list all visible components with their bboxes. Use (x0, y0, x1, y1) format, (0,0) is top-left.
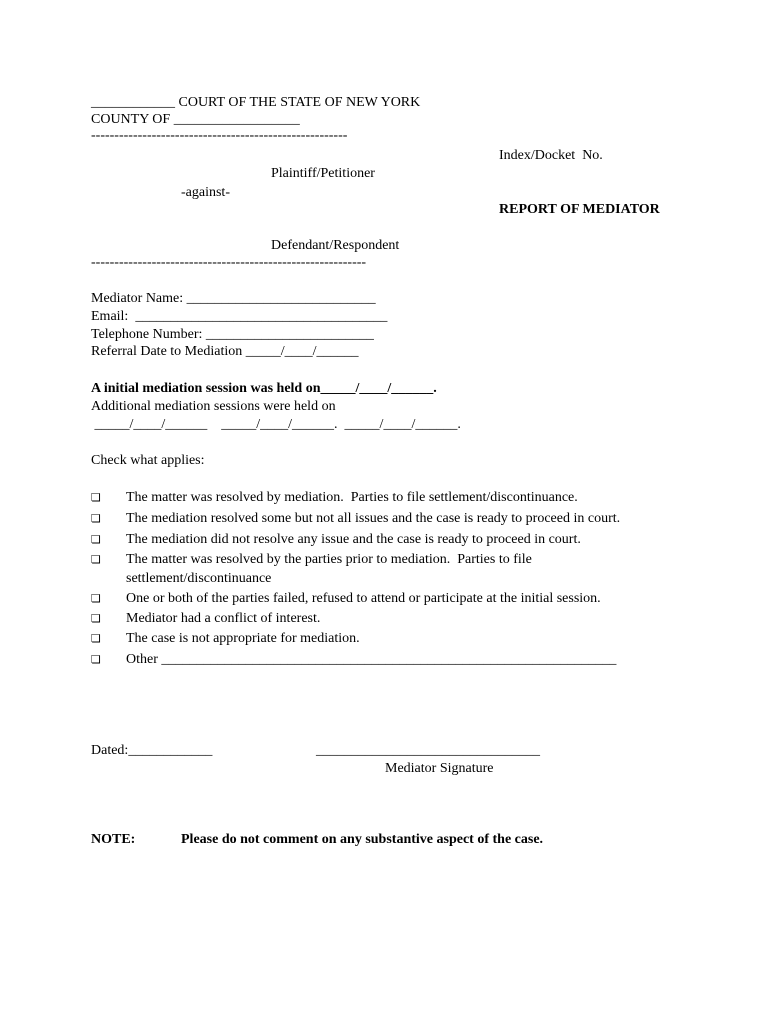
caption-bottom-dashes: ----------------------------------------------------------- (91, 255, 367, 270)
dated-field[interactable]: Dated:____________ (91, 743, 213, 758)
initial-session-field[interactable]: A initial mediation session was held on_____/____/______. (91, 381, 437, 396)
option-resolved-prior-continued: settlement/discontinuance (126, 571, 272, 586)
email-field[interactable]: Email: ____________________________________ (91, 309, 388, 324)
county-line: COUNTY OF __________________ (91, 112, 300, 127)
option-not-appropriate: The case is not appropriate for mediation. (126, 631, 360, 646)
checkbox-resolved[interactable]: ❏ (91, 491, 101, 504)
option-conflict: Mediator had a conflict of interest. (126, 611, 321, 626)
option-resolved-prior: The matter was resolved by the parties prior to mediation. Parties to file (126, 552, 532, 567)
against-label: -against- (181, 185, 230, 200)
additional-sessions-dates[interactable]: _____/____/______ _____/____/______. _____/____/______. (91, 417, 461, 432)
additional-sessions-label: Additional mediation sessions were held on (91, 399, 336, 414)
plaintiff-label: Plaintiff/Petitioner (271, 166, 375, 181)
option-other[interactable]: Other _________________________________________________________________ (126, 652, 617, 667)
checkbox-not-resolved[interactable]: ❏ (91, 533, 101, 546)
note-text: Please do not comment on any substantive aspect of the case. (181, 832, 544, 847)
option-not-resolved: The mediation did not resolve any issue and the case is ready to proceed in court. (126, 532, 581, 547)
court-line: ____________ COURT OF THE STATE OF NEW YORK (91, 95, 421, 110)
mediator-name-field[interactable]: Mediator Name: ___________________________ (91, 291, 376, 306)
checkbox-failed-to-attend[interactable]: ❏ (91, 592, 101, 605)
report-title: REPORT OF MEDIATOR (499, 202, 660, 217)
referral-date-field[interactable]: Referral Date to Mediation _____/____/______ (91, 344, 359, 359)
signature-line[interactable]: ________________________________ (316, 743, 540, 758)
signature-label: Mediator Signature (385, 761, 494, 776)
defendant-label: Defendant/Respondent (271, 238, 400, 253)
note-label: NOTE: (91, 832, 136, 847)
checkbox-not-appropriate[interactable]: ❏ (91, 632, 101, 645)
option-failed-to-attend: One or both of the parties failed, refused to attend or participate at the initial session. (126, 591, 601, 606)
check-label: Check what applies: (91, 453, 205, 468)
checkbox-partially-resolved[interactable]: ❏ (91, 512, 101, 525)
option-partially-resolved: The mediation resolved some but not all issues and the case is ready to proceed in court. (126, 511, 621, 526)
checkbox-resolved-prior[interactable]: ❏ (91, 553, 101, 566)
option-resolved: The matter was resolved by mediation. Parties to file settlement/discontinuance. (126, 490, 578, 505)
checkbox-other[interactable]: ❏ (91, 653, 101, 666)
telephone-field[interactable]: Telephone Number: ________________________ (91, 327, 374, 342)
caption-top-dashes: ------------------------------------------------------- (91, 128, 348, 143)
index-docket-label: Index/Docket No. (499, 148, 603, 163)
checkbox-conflict[interactable]: ❏ (91, 612, 101, 625)
